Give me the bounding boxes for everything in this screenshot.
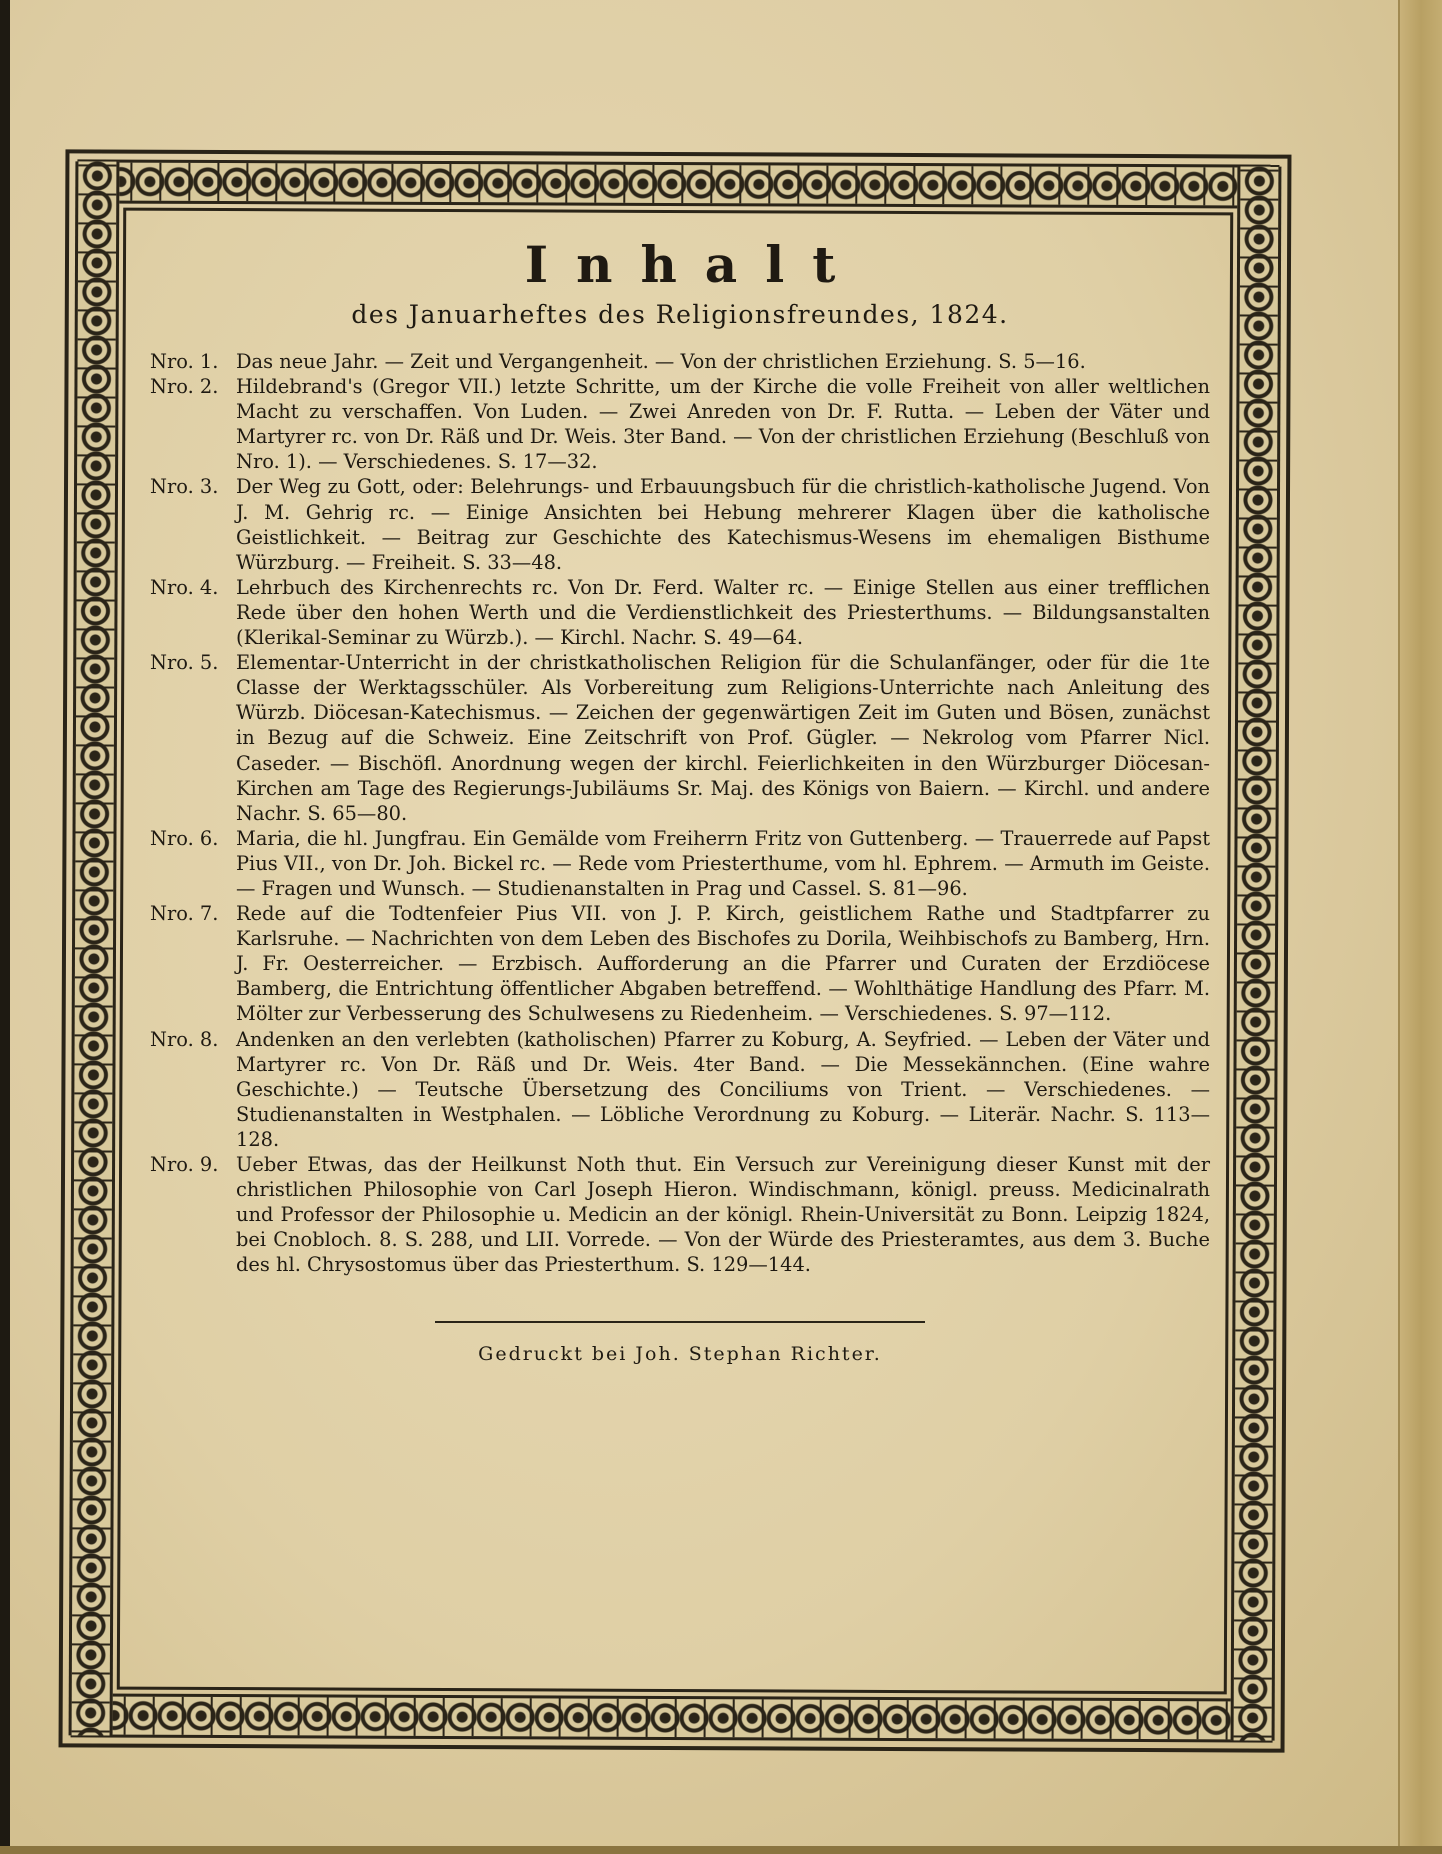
entry-number: Nro. 9.	[150, 1153, 219, 1176]
page-edge-right	[1398, 0, 1442, 1854]
border-ornament-right	[1231, 166, 1282, 1740]
scan-edge-left	[0, 0, 10, 1854]
entry-text: Maria, die hl. Jungfrau. Ein Gemälde vom Freiherrn Fritz von Guttenberg. — Trauerrede auf Papst Pius VII., von Dr. Joh. Bickel rc. — Rede vom Priesterthume, vom hl. Ephrem. — Armuth im Geiste. — Fragen und Wunsch. — Studienanstalten in Prag und Cassel. S. 81—96.	[236, 826, 1210, 900]
entry-text: Andenken an den verlebten (katholischen) Pfarrer zu Koburg, A. Seyfried. — Leben der Väter und Martyrer rc. Von Dr. Räß und Dr. Weis. 4ter Band. — Die Messekännchen. (Eine wahre Geschichte.) — Teutsche Übersetzung des Conciliums von Trient. — Verschiedenes. — Studienanstalten in Westphalen. — Löbliche Verordnung zu Koburg. — Literär. Nachr. S. 113—128.	[236, 1027, 1210, 1151]
contents-list	[150, 349, 1210, 1277]
entry-number: Nro. 8.	[150, 1027, 219, 1051]
divider-rule	[435, 1321, 925, 1323]
page-edge-bottom	[0, 1846, 1442, 1854]
entry-text: Rede auf die Todtenfeier Pius VII. von J. P. Kirch, geistlichem Rathe und Stadtpfarrer zu Karlsruhe. — Nachrichten von dem Leben des Bischofes zu Dorila, Weihbischofs zu Bamberg, Hrn. J. Fr. Oesterreicher. — Erzbisch. Aufforderung an die Pfarrer und Curaten der Erzdiöcese Bamberg, die Entrichtung öffentlicher Abgaben betreffend. — Wohlthätige Handlung des Pfarr. M. Mölter zur Verbesserung des Schulwesens zu Riedenheim. — Verschiedenes. S. 97—112.	[236, 902, 1210, 1026]
page-subtitle: des Januarheftes des Religionsfreundes, 1824.	[351, 300, 1009, 329]
contents-entry	[150, 901, 1210, 1026]
entry-number: Nro. 1.	[150, 350, 219, 373]
entry-text: Lehrbuch des Kirchenrechts rc. Von Dr. Ferd. Walter rc. — Einige Stellen aus einer trefflichen Rede über den hohen Werth und die Verdienstlichkeit des Priesterthums. — Bildungsanstalten (Klerikal-Seminar zu Würzb.). — Kirchl. Nachr. S. 49—64.	[236, 575, 1210, 650]
contents-entry	[150, 575, 1210, 650]
entry-number: Nro. 3.	[150, 475, 219, 499]
entry-number: Nro. 4.	[150, 575, 219, 599]
entry-number: Nro. 6.	[150, 826, 219, 850]
contents-entry	[150, 1027, 1210, 1152]
page-title: Inhalt	[524, 235, 864, 294]
printer-imprint: Gedruckt bei Joh. Stephan Richter.	[478, 1343, 882, 1366]
contents-entry	[150, 826, 1210, 901]
entry-text: Elementar-Unterricht in der christkatholischen Religion für die Schulanfänger, oder für die 1te Classe der Werktagsschüler. Als Vorbereitung zum Religions-Unterrichte nach Anleitung des Würzb. Diöcesan-Katechismus. — Zeichen der gegenwärtigen Zeit im Guten und Bösen, zunächst in Bezug auf die Schweiz. Eine Zeitschrift von Prof. Gügler. — Nekrolog vom Pfarrer Nicl. Caseder. — Bischöfl. Anordnung wegen der kirchl. Feierlichkeiten in den Würzburger Diöcesan-Kirchen am Tage des Regierungs-Jubiläums Sr. Maj. des Königs von Baiern. — Kirchl. und andere Nachr. S. 65—80.	[236, 651, 1210, 825]
entry-text: Das neue Jahr. — Zeit und Vergangenheit. — Von der christlichen Erziehung. S. 5—16.	[236, 350, 1086, 373]
entry-text: Der Weg zu Gott, oder: Belehrungs- und Erbauungsbuch für die christlich-katholische Jugend. Von J. M. Gehrig rc. — Einige Ansichten bei Hebung mehrerer Klagen über die katholische Geistlichkeit. — Beitrag zur Geschichte des Katechismus-Wesens im ehemaligen Bisthume Würzburg. — Freiheit. S. 33—48.	[236, 475, 1210, 574]
contents-entry	[150, 349, 1210, 374]
contents-entry	[150, 474, 1210, 574]
entry-text: Ueber Etwas, das der Heilkunst Noth thut. Ein Versuch zur Vereinigung dieser Kunst mit der christlichen Philosophie von Carl Joseph Hieron. Windischmann, königl. preuss. Medicinalrath und Professor der Philosophie u. Medicin an der königl. Rhein-Universität zu Bonn. Leipzig 1824, bei Cnobloch. 8. S. 288, und LII. Vorrede. — Von der Würde des Priesteramtes, aus dem 3. Buche des hl. Chrysostomus über das Priesterthum. S. 129—144.	[236, 1153, 1210, 1277]
entry-number: Nro. 2.	[150, 375, 219, 399]
entry-number: Nro. 5.	[150, 651, 219, 675]
border-ornament-left	[69, 161, 120, 1735]
entry-text: Hildebrand's (Gregor VII.) letzte Schritte, um der Kirche die volle Freiheit von aller weltlichen Macht zu verschaffen. Von Luden. — Zwei Anreden von Dr. F. Rutta. — Leben der Väter und Martyrer rc. von Dr. Räß und Dr. Weis. 3ter Band. — Von der christlichen Erziehung (Beschluß von Nro. 1). — Verschiedenes. S. 17—32.	[236, 375, 1210, 474]
contents-entry	[150, 374, 1210, 474]
border-ornament-top	[77, 159, 1279, 208]
contents-entry	[150, 650, 1210, 826]
entry-number: Nro. 7.	[150, 902, 219, 926]
contents-entry	[150, 1152, 1210, 1277]
border-ornament-bottom	[71, 1693, 1273, 1742]
table-of-contents	[150, 205, 1210, 1365]
